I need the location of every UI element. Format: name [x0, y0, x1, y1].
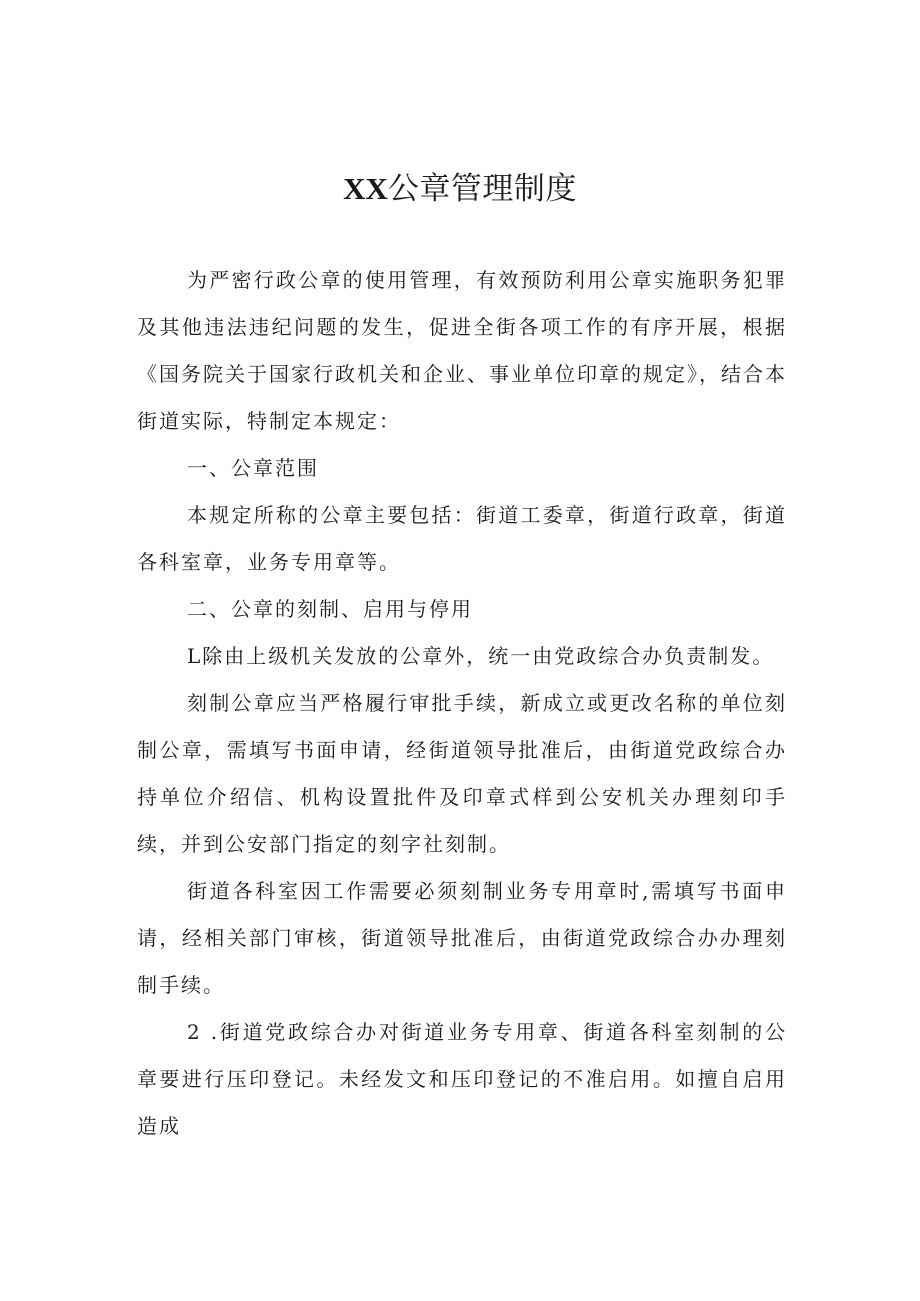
scope-paragraph: 本规定所称的公章主要包括：街道工委章，街道行政章，街道各科室章，业务专用章等。 — [137, 503, 787, 574]
document-title — [0, 164, 920, 214]
approval-paragraph: 刻制公章应当严格履行审批手续，新成立或更改名称的单位刻制公章，需填写书面申请，经街道领导批准后，由街道党政综合办持单位介绍信、机构设置批件及印章式样到公安机关办理刻印手续，并到公安部门指定的刻字社刻制。 — [137, 691, 787, 856]
clause-1-paragraph: L除由上级机关发放的公章外，统一由党政综合办负责制发。 — [187, 644, 775, 668]
intro-paragraph: 为严密行政公章的使用管理，有效预防利用公章实施职务犯罪及其他违法违纪问题的发生，促进全街各项工作的有序开展，根据《国务院关于国家行政机关和企业、事业单位印章的规定》，结合本街道实际，特制定本规定： — [137, 268, 787, 433]
document-body — [137, 257, 787, 1150]
section-heading-scope: 一、公章范围 — [187, 456, 319, 480]
title-main: 公章管理制度 — [387, 171, 577, 207]
department-seal-paragraph: 街道各科室因工作需要必须刻制业务专用章时,需填写书面申请，经相关部门审核，街道领导批准后，由街道党政综合办办理刻制手续。 — [137, 879, 787, 997]
clause-2-paragraph: 2 .街道党政综合办对街道业务专用章、街道各科室刻制的公章要进行压印登记。未经发文和压印登记的不准启用。如擅自启用造成 — [137, 1020, 787, 1138]
section-heading-engraving: 二、公章的刻制、启用与停用 — [187, 597, 473, 621]
title-prefix: XX — [343, 171, 388, 206]
